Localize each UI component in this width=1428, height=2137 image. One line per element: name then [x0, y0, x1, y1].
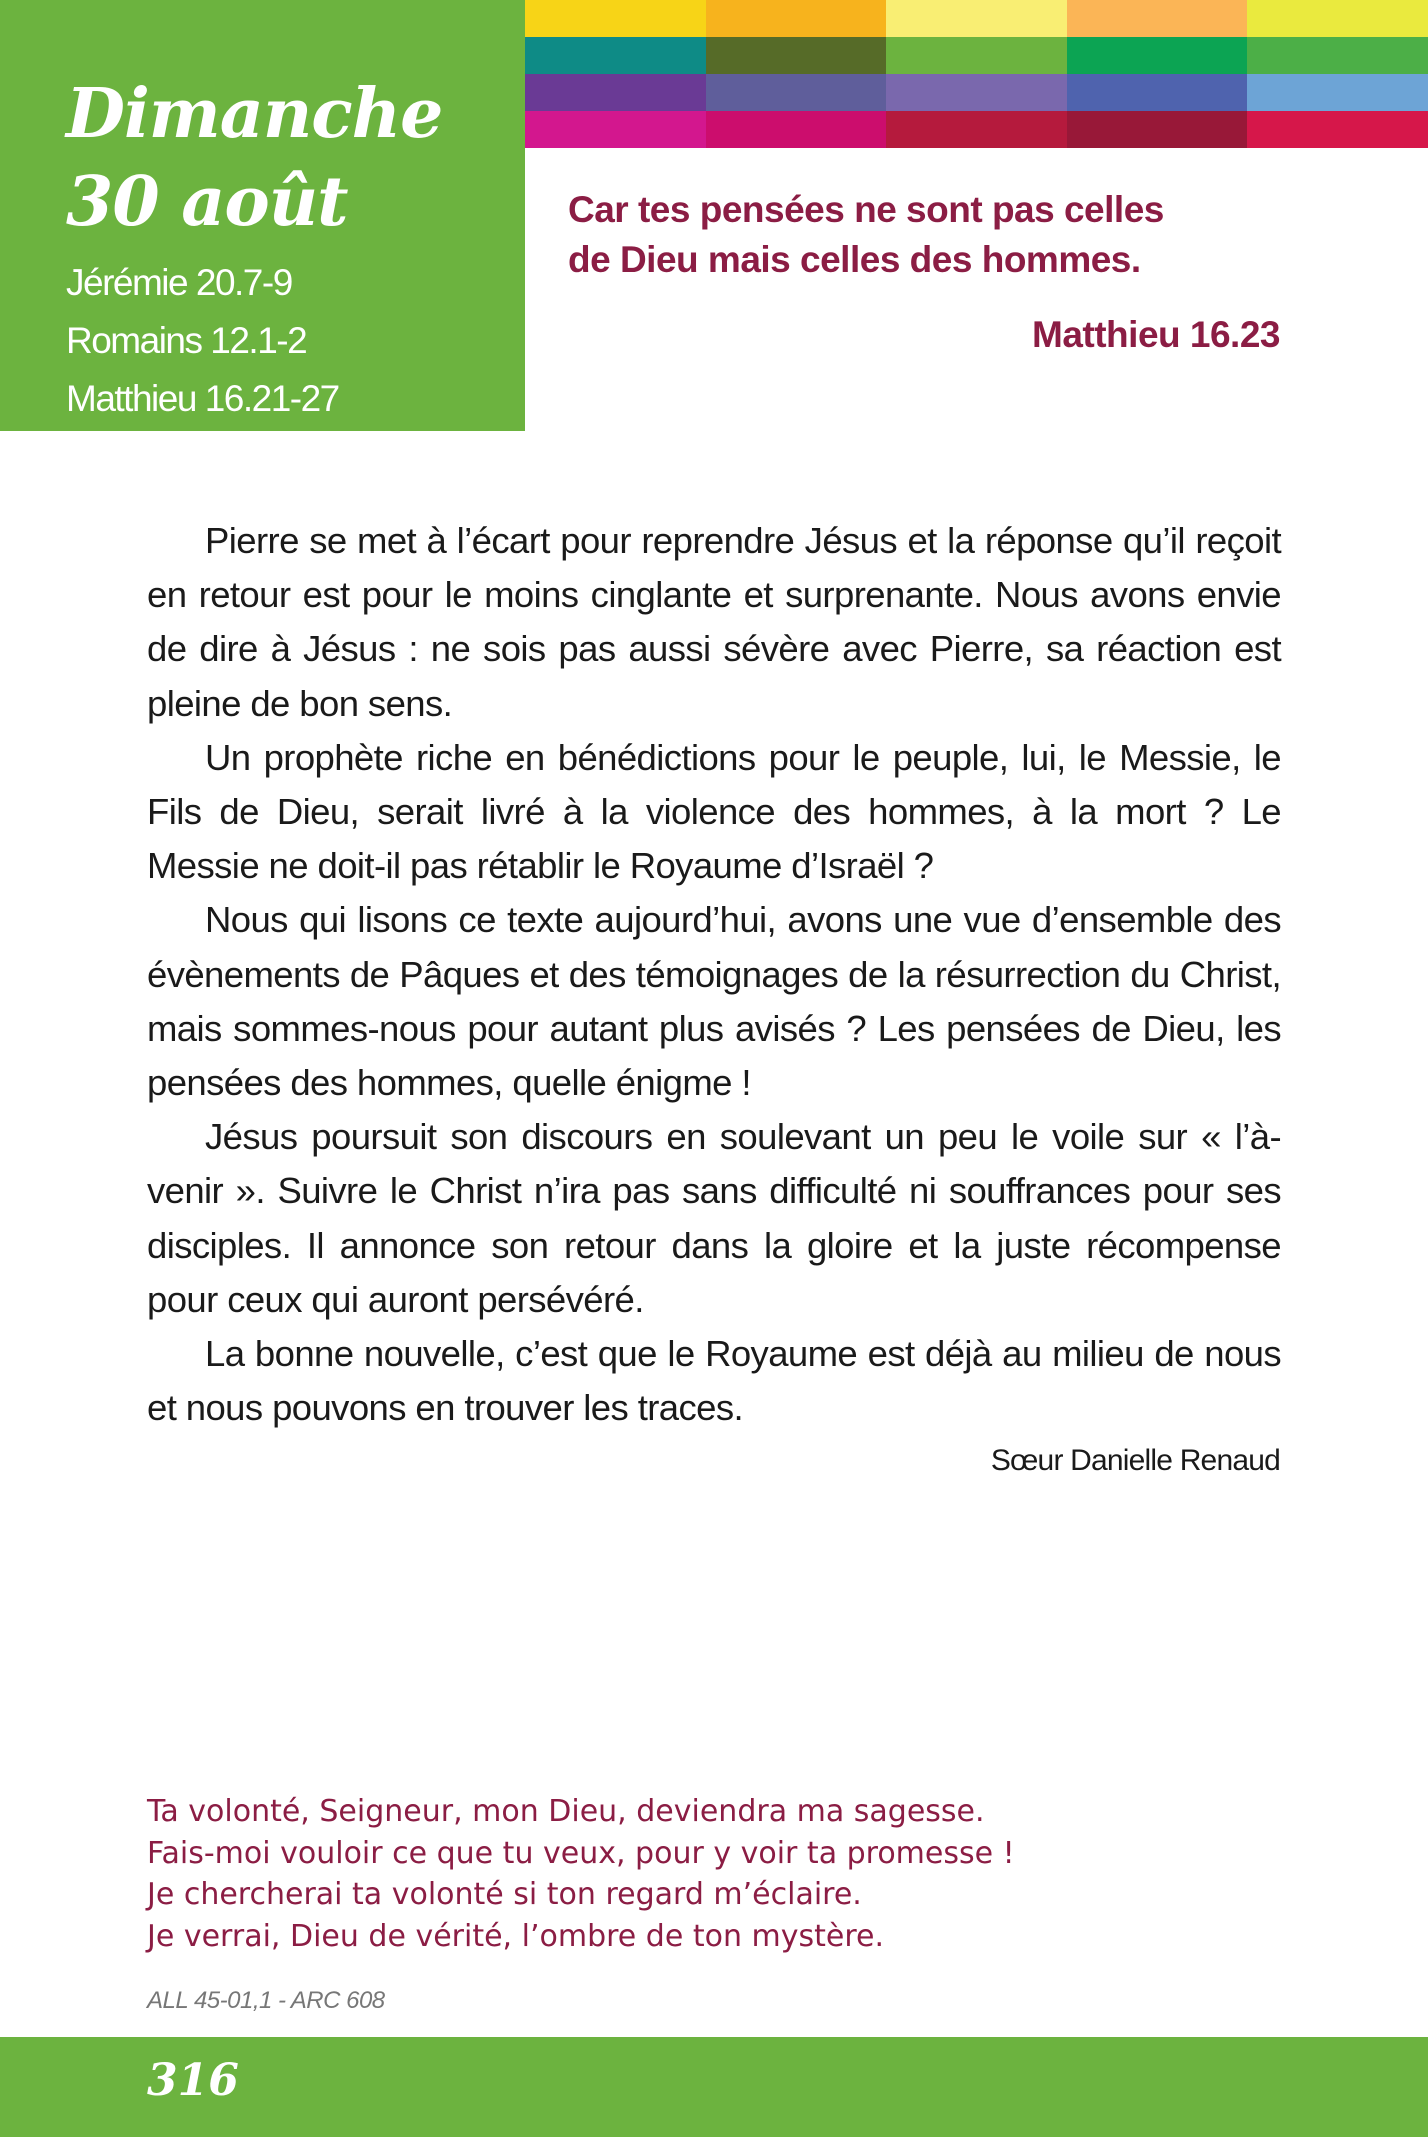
color-stripe: [706, 111, 887, 148]
paragraph: La bonne nouvelle, c’est que le Royaume est déjà au milieu de nous et nous pouvons en trouver les traces.: [147, 1333, 1281, 1429]
color-stripe: [1067, 0, 1248, 37]
color-stripe: [525, 74, 706, 111]
reference-line: Matthieu 16.21-27: [66, 378, 339, 419]
color-stripe: [1067, 37, 1248, 74]
color-stripe: [706, 37, 887, 74]
reference-line: Romains 12.1-2: [66, 320, 307, 361]
quote-line: Car tes pensées ne sont pas celles: [568, 189, 1164, 230]
paragraph: Nous qui lisons ce texte aujourd’hui, avons une vue d’ensemble des évènements de Pâques et des témoignages de la résurrection du Christ, mais sommes-nous pour autant plus avisés ? Les pensées de Dieu, les pensées des hommes, quelle énigme !: [147, 899, 1281, 1104]
paragraph: Jésus poursuit son discours en soulevant un peu le voile sur « l’à-venir ». Suivre le Christ n’ira pas sans difficulté ni souffrances pour ses disciples. Il annonce son retour dans la gloire et la juste récompense pour ceux qui auront persévéré.: [147, 1116, 1281, 1320]
prayer-line: Ta volonté, Seigneur, mon Dieu, deviendra ma sagesse.: [147, 1794, 985, 1829]
date-header-block: [0, 0, 525, 431]
prayer-line: Fais-moi vouloir ce que tu veux, pour y voir ta promesse !: [147, 1835, 1015, 1871]
verse-quote: [568, 185, 1288, 285]
paragraph: Pierre se met à l’écart pour reprendre Jésus et la réponse qu’il reçoit en retour est pour le moins cinglante et surprenante. Nous avons envie de dire à Jésus : ne sois pas aussi sévère avec Pierre, sa réaction est pleine de bon sens.: [147, 520, 1281, 724]
color-stripe: [1247, 111, 1428, 148]
color-stripe: [1247, 0, 1428, 37]
quote-line: de Dieu mais celles des hommes.: [568, 239, 1141, 280]
color-stripe: [525, 0, 706, 37]
paragraph: Un prophète riche en bénédictions pour le peuple, lui, le Messie, le Fils de Dieu, serait livré à la violence des hommes, à la mort ? Le Messie ne doit-il pas rétablir le Royaume d’Israël ?: [147, 736, 1281, 887]
color-stripe: [1247, 74, 1428, 111]
color-stripe: [1067, 74, 1248, 111]
color-stripe: [1247, 37, 1428, 74]
color-stripe: [525, 111, 706, 148]
quote-reference: Matthieu 16.23: [1032, 314, 1280, 355]
color-stripe: [525, 37, 706, 74]
color-stripe: [706, 74, 887, 111]
color-stripe: [886, 74, 1067, 111]
footer-bar: [0, 2037, 1428, 2137]
reference-line: Jérémie 20.7-9: [66, 262, 292, 303]
color-stripes-decoration: [525, 0, 1428, 148]
scripture-references: [66, 254, 525, 428]
color-stripe: [886, 111, 1067, 148]
meditation-text: [147, 514, 1281, 1435]
color-stripe: [886, 0, 1067, 37]
prayer-line: Je verrai, Dieu de vérité, l’ombre de ton mystère.: [147, 1918, 884, 1954]
color-stripe: [886, 37, 1067, 74]
author-signature: Sœur Danielle Renaud: [990, 1444, 1280, 1477]
prayer-hymn: [147, 1791, 1015, 1957]
page-number: 316: [147, 2055, 239, 2106]
prayer-line: Je chercherai ta volonté si ton regard m’éclaire.: [147, 1877, 862, 1912]
hymn-catalog-reference: ALL 45-01,1 - ARC 608: [147, 1987, 385, 2014]
color-stripe: [1067, 111, 1248, 148]
color-stripe: [706, 0, 887, 37]
day-title: Dimanche: [66, 74, 443, 154]
date-title: 30 août: [66, 162, 348, 242]
